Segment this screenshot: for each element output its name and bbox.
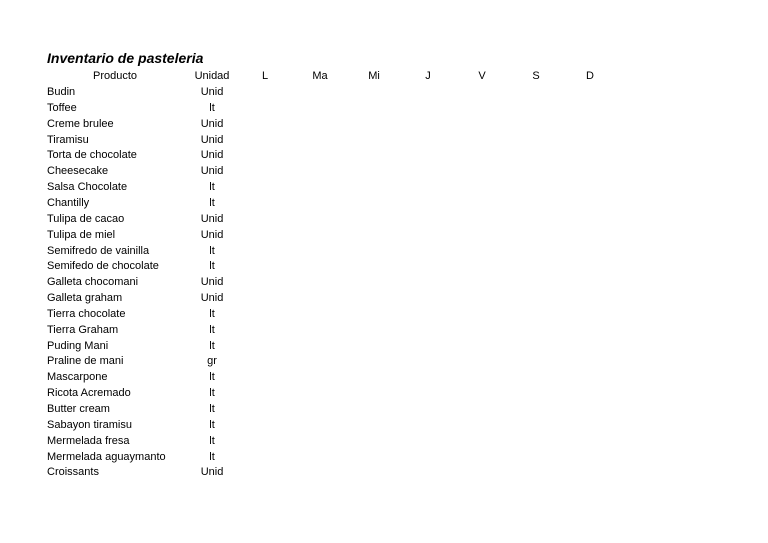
table-row: [0, 163, 768, 179]
table-row: [0, 338, 768, 354]
header-product: Producto: [92, 70, 138, 82]
table-row: [0, 401, 768, 417]
product-name: Puding Mani: [47, 339, 109, 352]
table-row: [0, 179, 768, 195]
header-day-l: L: [261, 70, 269, 82]
product-name: Chantilly: [47, 196, 90, 209]
product-unit: lt: [209, 260, 215, 273]
header-day-mi: Mi: [368, 70, 380, 82]
product-unit: Unid: [200, 212, 224, 225]
table-row: [0, 322, 768, 338]
table-row: [0, 353, 768, 369]
table-row: [0, 116, 768, 132]
product-unit: lt: [209, 307, 215, 320]
product-unit: lt: [209, 434, 215, 447]
product-unit: gr: [207, 355, 217, 368]
product-unit: lt: [209, 196, 215, 209]
table-row: [0, 132, 768, 148]
product-name: Mascarpone: [47, 371, 108, 384]
header-unit: Unidad: [194, 70, 230, 82]
product-name: Mermelada fresa: [47, 434, 130, 447]
table-row: [0, 385, 768, 401]
product-name: Tulipa de miel: [47, 228, 116, 241]
table-row: [0, 369, 768, 385]
table-row: [0, 195, 768, 211]
product-name: Mermelada aguaymanto: [47, 450, 166, 463]
product-name: Croissants: [47, 466, 99, 479]
product-name: Tierra chocolate: [47, 307, 126, 320]
product-unit: lt: [209, 181, 215, 194]
product-unit: Unid: [200, 86, 224, 98]
table-row: [0, 147, 768, 163]
product-unit: lt: [209, 387, 215, 400]
table-row: [0, 417, 768, 433]
product-name: Galleta chocomani: [47, 276, 139, 289]
table-row: [0, 227, 768, 243]
product-unit: Unid: [200, 292, 224, 305]
product-name: Butter cream: [47, 403, 110, 415]
table-row: [0, 84, 768, 100]
sheet-title: Inventario de pasteleria: [47, 50, 204, 66]
product-name: Budin: [47, 86, 76, 98]
product-name: Torta de chocolate: [47, 149, 137, 162]
product-unit: Unid: [200, 228, 224, 241]
product-name: Sabayon tiramisu: [47, 418, 132, 431]
header-day-ma: Ma: [312, 70, 328, 82]
product-unit: Unid: [200, 466, 224, 479]
product-name: Toffee: [47, 101, 77, 114]
table-row: [0, 464, 768, 480]
product-unit: Unid: [200, 165, 224, 178]
product-unit: lt: [209, 403, 215, 415]
product-name: Semifredo de vainilla: [47, 244, 150, 257]
product-name: Salsa Chocolate: [47, 181, 128, 194]
product-unit: lt: [209, 418, 215, 431]
product-unit: Unid: [200, 149, 224, 162]
product-name: Praline de mani: [47, 355, 124, 368]
product-unit: lt: [209, 244, 215, 257]
product-unit: lt: [209, 323, 215, 336]
product-name: Galleta graham: [47, 292, 123, 305]
table-row: [0, 243, 768, 259]
table-row: [0, 211, 768, 227]
table-row: [0, 274, 768, 290]
table-row: [0, 290, 768, 306]
table-row: [0, 100, 768, 116]
table-header: [0, 68, 768, 84]
product-name: Tiramisu: [47, 133, 89, 146]
header-day-j: J: [425, 70, 431, 82]
product-unit: Unid: [200, 117, 224, 130]
product-name: Creme brulee: [47, 117, 114, 130]
product-unit: Unid: [200, 276, 224, 289]
product-unit: lt: [209, 339, 215, 352]
header-day-v: V: [478, 70, 486, 82]
header-day-d: D: [586, 70, 594, 82]
product-name: Semifedo de chocolate: [47, 260, 159, 273]
header-day-s: S: [532, 70, 540, 82]
product-unit: Unid: [200, 133, 224, 146]
product-name: Tierra Graham: [47, 323, 119, 336]
table-row: [0, 433, 768, 449]
product-name: Ricota Acremado: [47, 387, 131, 400]
product-unit: lt: [209, 101, 215, 114]
product-name: Tulipa de cacao: [47, 212, 125, 225]
product-unit: lt: [209, 371, 215, 384]
table-row: [0, 449, 768, 465]
product-unit: lt: [209, 450, 215, 463]
product-name: Cheesecake: [47, 165, 109, 178]
table-row: [0, 306, 768, 322]
table-row: [0, 258, 768, 274]
